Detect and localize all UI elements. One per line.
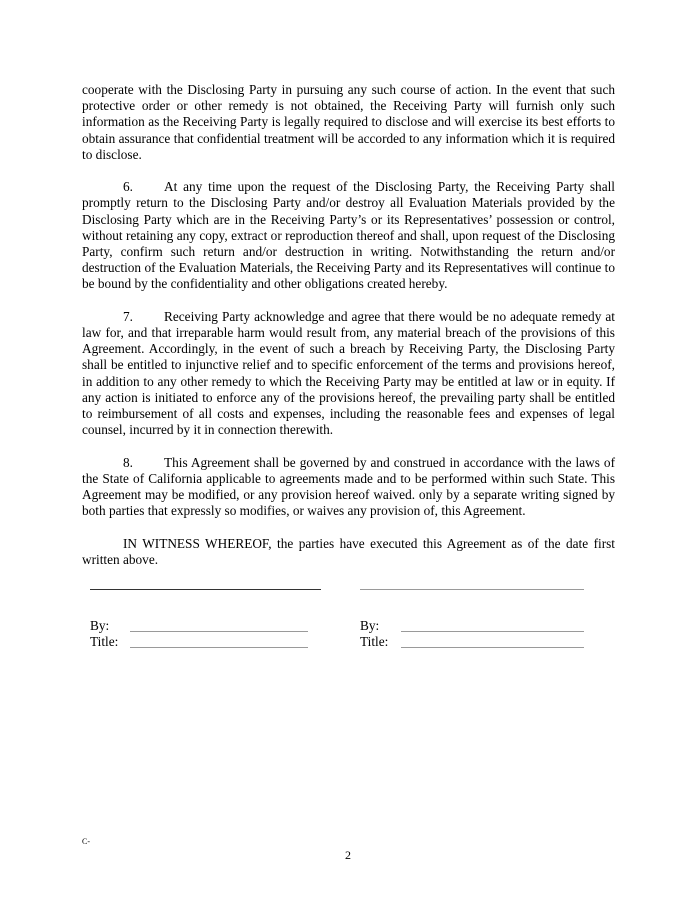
paragraph-continuation: cooperate with the Disclosing Party in pursuing any such course of action. In the event that such protective order or other remedy is not obtained, the Receiving Party will furnish only such information as the Receiving Party is legally required to disclose and will exercise its best efforts to obtain assurance that confidential treatment will be accorded to any information which it is required to disclose.	[82, 82, 615, 162]
section-8	[82, 455, 615, 520]
section-number: 8.	[123, 454, 133, 470]
right-title-field[interactable]	[401, 647, 584, 648]
section-text: This Agreement shall be governed by and construed in accordance with the laws of the State of California applicable to agreements made and to be performed within such State. This Agreement may be modified, or any provision hereof waived. only by a separate writing signed by both parties that expressly so modifies, or waives any provision of, this Agreement.	[82, 454, 615, 519]
section-text: Receiving Party acknowledge and agree that there would be no adequate remedy at law for, and that irreparable harm would result from, any material breach of the provisions of this Agreement. Accordingly, in the event of such a breach by Receiving Party, the Disclosing Party shall be entitled to injunctive relief and to specific enforcement of the terms and provisions hereof, in addition to any other remedy to which the Receiving Party may be entitled at law or in equity. If any action is initiated to enforce any of the provisions hereof, the prevailing party shall be entitled to reimbursement of all costs and expenses, including the reasonable fees and expenses of legal counsel, incurred by it in connection therewith.	[82, 308, 615, 438]
right-by-field[interactable]	[401, 631, 584, 632]
footer-code: C-	[82, 837, 90, 846]
left-title-field[interactable]	[130, 647, 308, 648]
witness-clause: IN WITNESS WHEREOF, the parties have executed this Agreement as of the date first written above.	[82, 535, 615, 567]
signature-line-left[interactable]	[90, 589, 321, 590]
section-text: At any time upon the request of the Disclosing Party, the Receiving Party shall promptly return to the Disclosing Party and/or destroy all Evaluation Materials provided by the Disclosing Party which are in the Receiving Party’s or its Representatives’ possession or control, without retaining any copy, extract or reproduction thereof and shall, upon request of the Disclosing Party, confirm such return and/or destruction in writing. Notwithstanding the return and/or destruction of the Evaluation Materials, the Receiving Party and its Representatives will continue to be bound by the confidentiality and other obligations created hereby.	[82, 179, 615, 292]
left-by-label: By:	[90, 618, 110, 633]
right-by-label: By:	[360, 618, 380, 633]
left-title-label: Title:	[90, 634, 119, 649]
agreement-body	[82, 82, 615, 584]
right-title-label: Title:	[360, 634, 389, 649]
section-6	[82, 179, 615, 292]
left-by-field[interactable]	[130, 631, 308, 632]
signature-line-right[interactable]	[360, 589, 584, 590]
section-number: 7.	[123, 308, 133, 324]
page-number: 2	[345, 848, 351, 862]
section-number: 6.	[123, 179, 133, 195]
section-7	[82, 309, 615, 439]
